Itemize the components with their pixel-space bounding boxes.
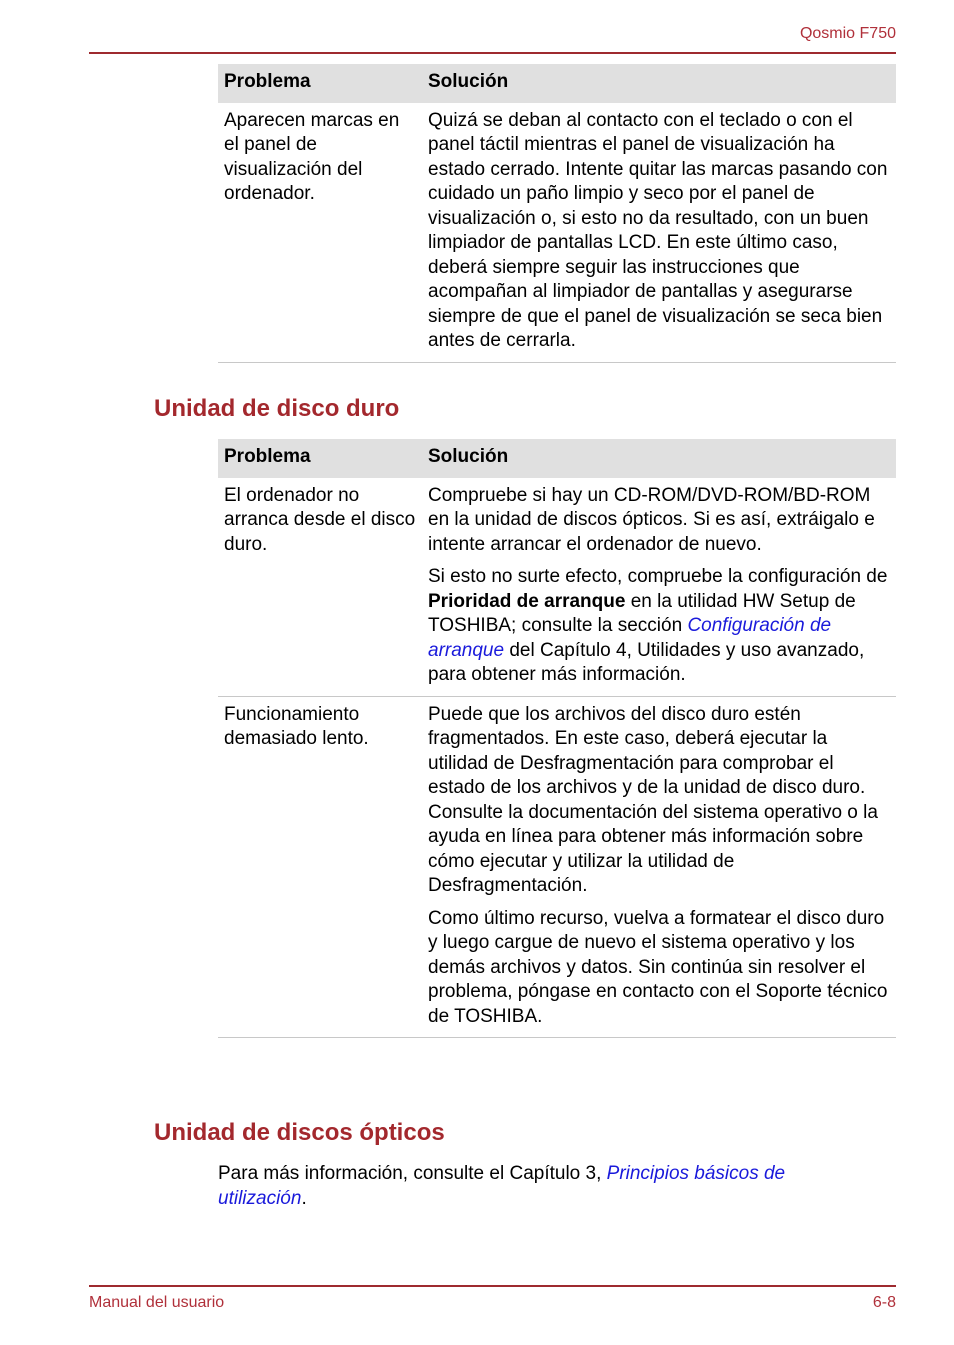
optical-drive-paragraph: Para más información, consulte el Capítulo 3, Principios básicos de utilización. <box>218 1163 786 1209</box>
table-row <box>218 478 896 697</box>
problem-cell: El ordenador no arranca desde el disco duro. <box>218 478 422 697</box>
troubleshooting-table-display <box>218 64 896 363</box>
boot-settings-link[interactable]: Configuración de arranque <box>428 615 832 661</box>
bold-term: Prioridad de arranque <box>428 590 626 612</box>
problem-cell: Funcionamiento demasiado lento. <box>218 696 422 1038</box>
troubleshooting-table-hard-disk <box>218 439 896 1038</box>
document-header-title: Qosmio F750 <box>799 25 896 42</box>
table-row <box>218 103 896 363</box>
page-number: 6-8 <box>872 1294 896 1311</box>
solution-cell: Quizá se deban al contacto con el teclado o con el panel táctil mientras el panel de visualización ha estado cerrado. Intente quitar las marcas pasando con cuidado un paño limpio y seco por el panel de visualización o, si esto no da resultado, con un buen limpiador de pantallas LCD. En este último caso, deberá siempre seguir las instrucciones que acompañan al limpiador de pantallas y asegurarse siempre de que el panel de visualización se seca bien antes de cerrarla. <box>422 103 896 363</box>
header-rule <box>89 52 896 54</box>
table-header-row <box>218 439 896 478</box>
section-heading-hard-disk: Unidad de disco duro <box>154 395 400 422</box>
solution-cell: Puede que los archivos del disco duro estén fragmentados. En este caso, deberá ejecutar la utilidad de Desfragmentación para comprobar el estado de los archivos y de la unidad de disco duro. Consulte la documentación del sistema operativo o la ayuda en línea para obtener más información sobre cómo ejecutar y utilizar la utilidad de Desfragmentación. Como último recurso, vuelva a formatear el disco duro y luego cargue de nuevo el sistema operativo y los demás archivos y datos. Sin continúa sin resolver el problema, póngase en contacto con el Soporte técnico de TOSHIBA. <box>422 696 896 1038</box>
footer-rule <box>89 1285 896 1287</box>
column-header-problem: Problema <box>218 64 422 103</box>
footer-manual-title: Manual del usuario <box>89 1294 225 1311</box>
table-row <box>218 696 896 1038</box>
column-header-problem: Problema <box>218 439 422 478</box>
problem-cell: Aparecen marcas en el panel de visualización del ordenador. <box>218 103 422 363</box>
basics-chapter-link[interactable]: Principios básicos de utilización <box>218 1163 786 1209</box>
column-header-solution: Solución <box>422 439 896 478</box>
column-header-solution: Solución <box>422 64 896 103</box>
section-heading-optical-drive: Unidad de discos ópticos <box>154 1119 445 1146</box>
table-header-row <box>218 64 896 103</box>
solution-cell: Compruebe si hay un CD-ROM/DVD-ROM/BD-ROM en la unidad de discos ópticos. Si es así, extráigalo e intente arrancar el ordenador de nuevo. Si esto no surte efecto, compruebe la configuración de Prioridad de arranque en la utilidad HW Setup de TOSHIBA; consulte la sección Configuración de arranque del Capítulo 4, Utilidades y uso avanzado, para obtener más información. <box>422 478 896 697</box>
